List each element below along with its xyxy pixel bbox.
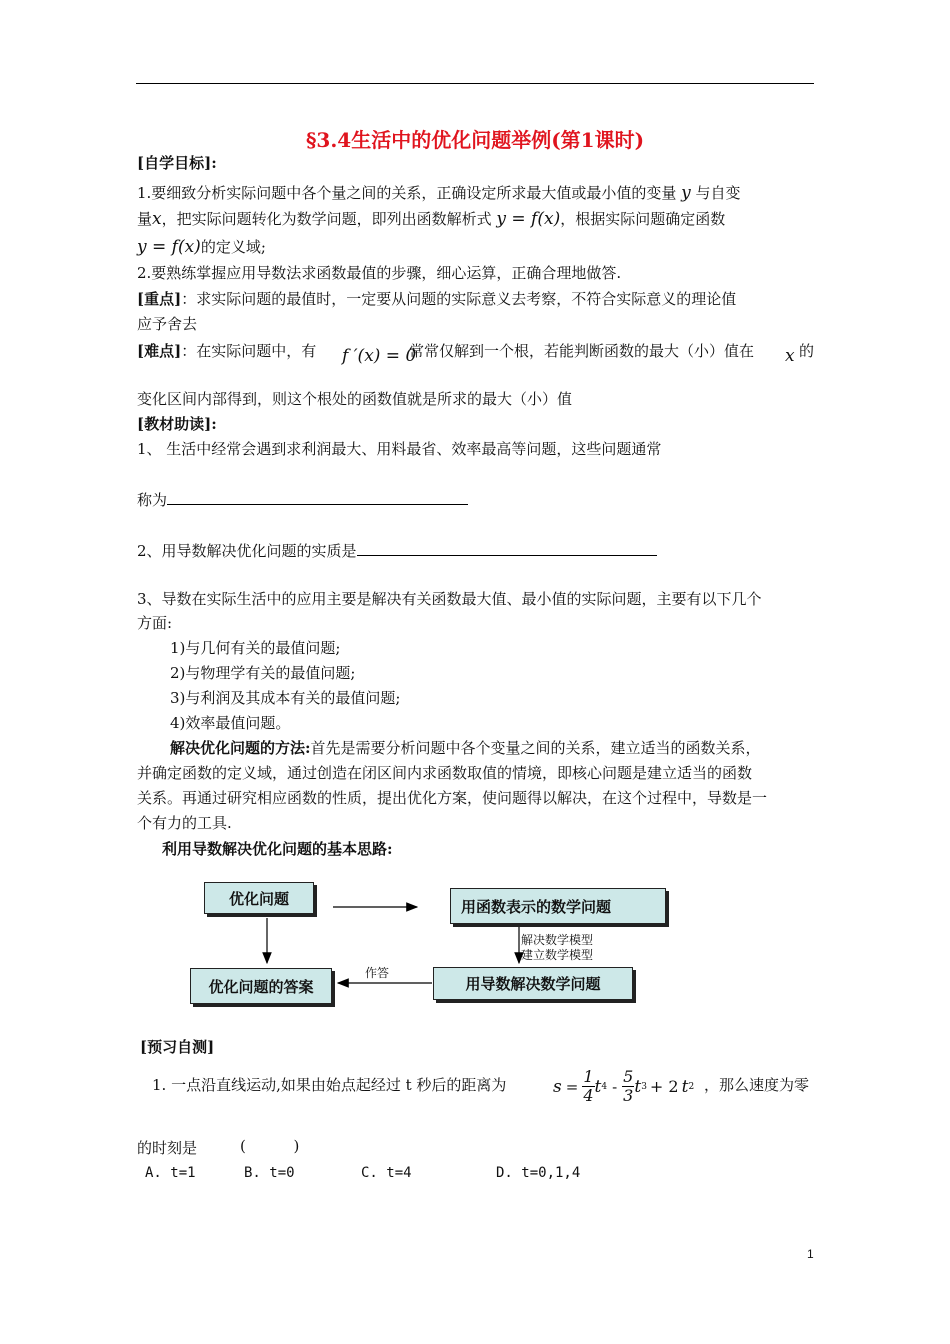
distance-equation xyxy=(553,1068,694,1105)
method-line-3: 关系。再通过研究相应函数的性质，提出优化方案，使问题得以解决，在这个过程中，导数是一 xyxy=(137,789,768,807)
difficulty-line-2: 变化区间内部得到，则这个根处的函数值就是所求的最大（小）值 xyxy=(137,390,573,408)
goal-1-text-b: 与自变 xyxy=(695,184,741,202)
var-x: x xyxy=(152,209,162,229)
method-label: 解决优化问题的方法: xyxy=(170,739,311,757)
key-point-label: [重点] xyxy=(137,290,182,308)
list-item: 1)与几何有关的最值问题; xyxy=(170,639,341,657)
page-title: §3.4生活中的优化问题举例(第1课时) xyxy=(305,128,645,152)
reading-q1: 1、 生活中经常会遇到求利润最大、用料最省、效率最高等问题，这些问题通常 xyxy=(137,440,662,458)
fraction-5-3 xyxy=(622,1068,634,1105)
self-study-header: [自学目标]: xyxy=(137,154,217,172)
method-line-4: 个有力的工具. xyxy=(137,814,232,832)
list-item: 2)与物理学有关的最值问题; xyxy=(170,664,356,682)
key-point-line-2: 应予舍去 xyxy=(137,315,198,333)
function-expression: y = f(x) xyxy=(496,209,561,229)
flow-label-build: 建立数学模型 xyxy=(521,948,594,962)
goal-1-text-d: ，把实际问题转化为数学问题，即列出函数解析式 xyxy=(161,210,492,228)
option-b[interactable]: B. t=0 xyxy=(244,1165,295,1181)
page-number: 1 xyxy=(807,1247,814,1261)
difficulty-var-x: x xyxy=(785,346,795,366)
difficulty-text-b: 常常仅解到一个根，若能判断函数的最大（小）值在 xyxy=(409,342,755,360)
method-line-2: 并确定函数的定义域，通过创造在闭区间内求函数取值的情境，即核心问题是建立适当的函数 xyxy=(137,764,753,782)
option-c[interactable]: C. t=4 xyxy=(361,1165,412,1181)
frac-num: 5 xyxy=(623,1067,634,1086)
option-d[interactable]: D. t=0,1,4 xyxy=(496,1165,581,1181)
reading-q3-b: 方面: xyxy=(137,614,173,632)
flow-label-solve: 解决数学模型 xyxy=(521,933,594,947)
function-expression-2: y = f(x) xyxy=(137,237,201,257)
var-y: y xyxy=(681,183,691,203)
eq-power: 2 xyxy=(688,1081,695,1092)
frac-den: 3 xyxy=(623,1086,634,1105)
fraction-1-4 xyxy=(582,1068,594,1105)
reading-q2-text: 2、用导数解决优化问题的实质是 xyxy=(137,542,357,560)
method-text-1: 首先是需要分析问题中各个变量之间的关系，建立适当的函数关系， xyxy=(310,739,761,757)
frac-num: 1 xyxy=(583,1067,594,1086)
flow-box-math-problem: 用函数表示的数学问题 xyxy=(450,888,666,924)
reading-header: [教材助读]: xyxy=(137,415,217,433)
key-point-text: ：求实际问题的最值时，一定要从问题的实际意义去考察，不符合实际意义的理论值 xyxy=(181,290,737,308)
answer-paren[interactable]: ( ) xyxy=(240,1137,300,1155)
eq-s: s xyxy=(553,1076,562,1097)
eq-plus: + 2 xyxy=(649,1077,679,1096)
reading-q1-b: 称为 xyxy=(137,491,168,509)
flow-box-derivative: 用导数解决数学问题 xyxy=(433,967,633,1000)
list-item: 4)效率最值问题。 xyxy=(170,714,291,732)
goal-2: 2.要熟练掌握应用导数法求函数最值的步骤，细心运算，正确合理地做答. xyxy=(137,264,622,282)
goal-1-text-e: ，根据实际问题确定函数 xyxy=(560,210,726,228)
eq-t: t xyxy=(594,1076,602,1097)
preview-q1-b: ，那么速度为零 xyxy=(704,1076,810,1094)
option-a[interactable]: A. t=1 xyxy=(145,1165,196,1181)
preview-q1-c: 的时刻是 xyxy=(137,1139,198,1157)
idea-label: 利用导数解决优化问题的基本思路: xyxy=(162,840,393,858)
flow-box-optimization: 优化问题 xyxy=(204,882,314,914)
list-item: 3)与利润及其成本有关的最值问题; xyxy=(170,689,401,707)
preview-q1-text: 1. 一点沿直线运动,如果由始点起经过 t 秒后的距离为 xyxy=(152,1076,507,1094)
flow-label-answer: 作答 xyxy=(365,966,390,980)
eq-minus: - xyxy=(612,1077,618,1096)
goal-1-text-a: 1.要细致分析实际问题中各个量之间的关系，正确设定所求最大值或最小值的变量 xyxy=(137,184,677,202)
derivative-equation: f ′(x) = 0 xyxy=(342,346,417,366)
flow-box-answer: 优化问题的答案 xyxy=(190,968,332,1004)
difficulty-text-c: 的 xyxy=(799,342,815,360)
reading-q3: 3、导数在实际生活中的应用主要是解决有关函数最大值、最小值的实际问题，主要有以下几个 xyxy=(137,590,762,608)
frac-den: 4 xyxy=(583,1086,594,1105)
eq-power: 4 xyxy=(601,1081,608,1092)
difficulty-label: [难点] xyxy=(137,342,182,360)
preview-header: [预习自测] xyxy=(140,1038,215,1056)
eq-t: t xyxy=(634,1076,642,1097)
eq-equals: = xyxy=(565,1077,579,1096)
goal-1-text-c: 量 xyxy=(137,210,153,228)
eq-power: 3 xyxy=(641,1081,647,1092)
difficulty-text-a: ：在实际问题中，有 xyxy=(181,342,317,360)
goal-1-text-f: 的定义域; xyxy=(200,238,266,256)
eq-t: t xyxy=(681,1076,689,1097)
